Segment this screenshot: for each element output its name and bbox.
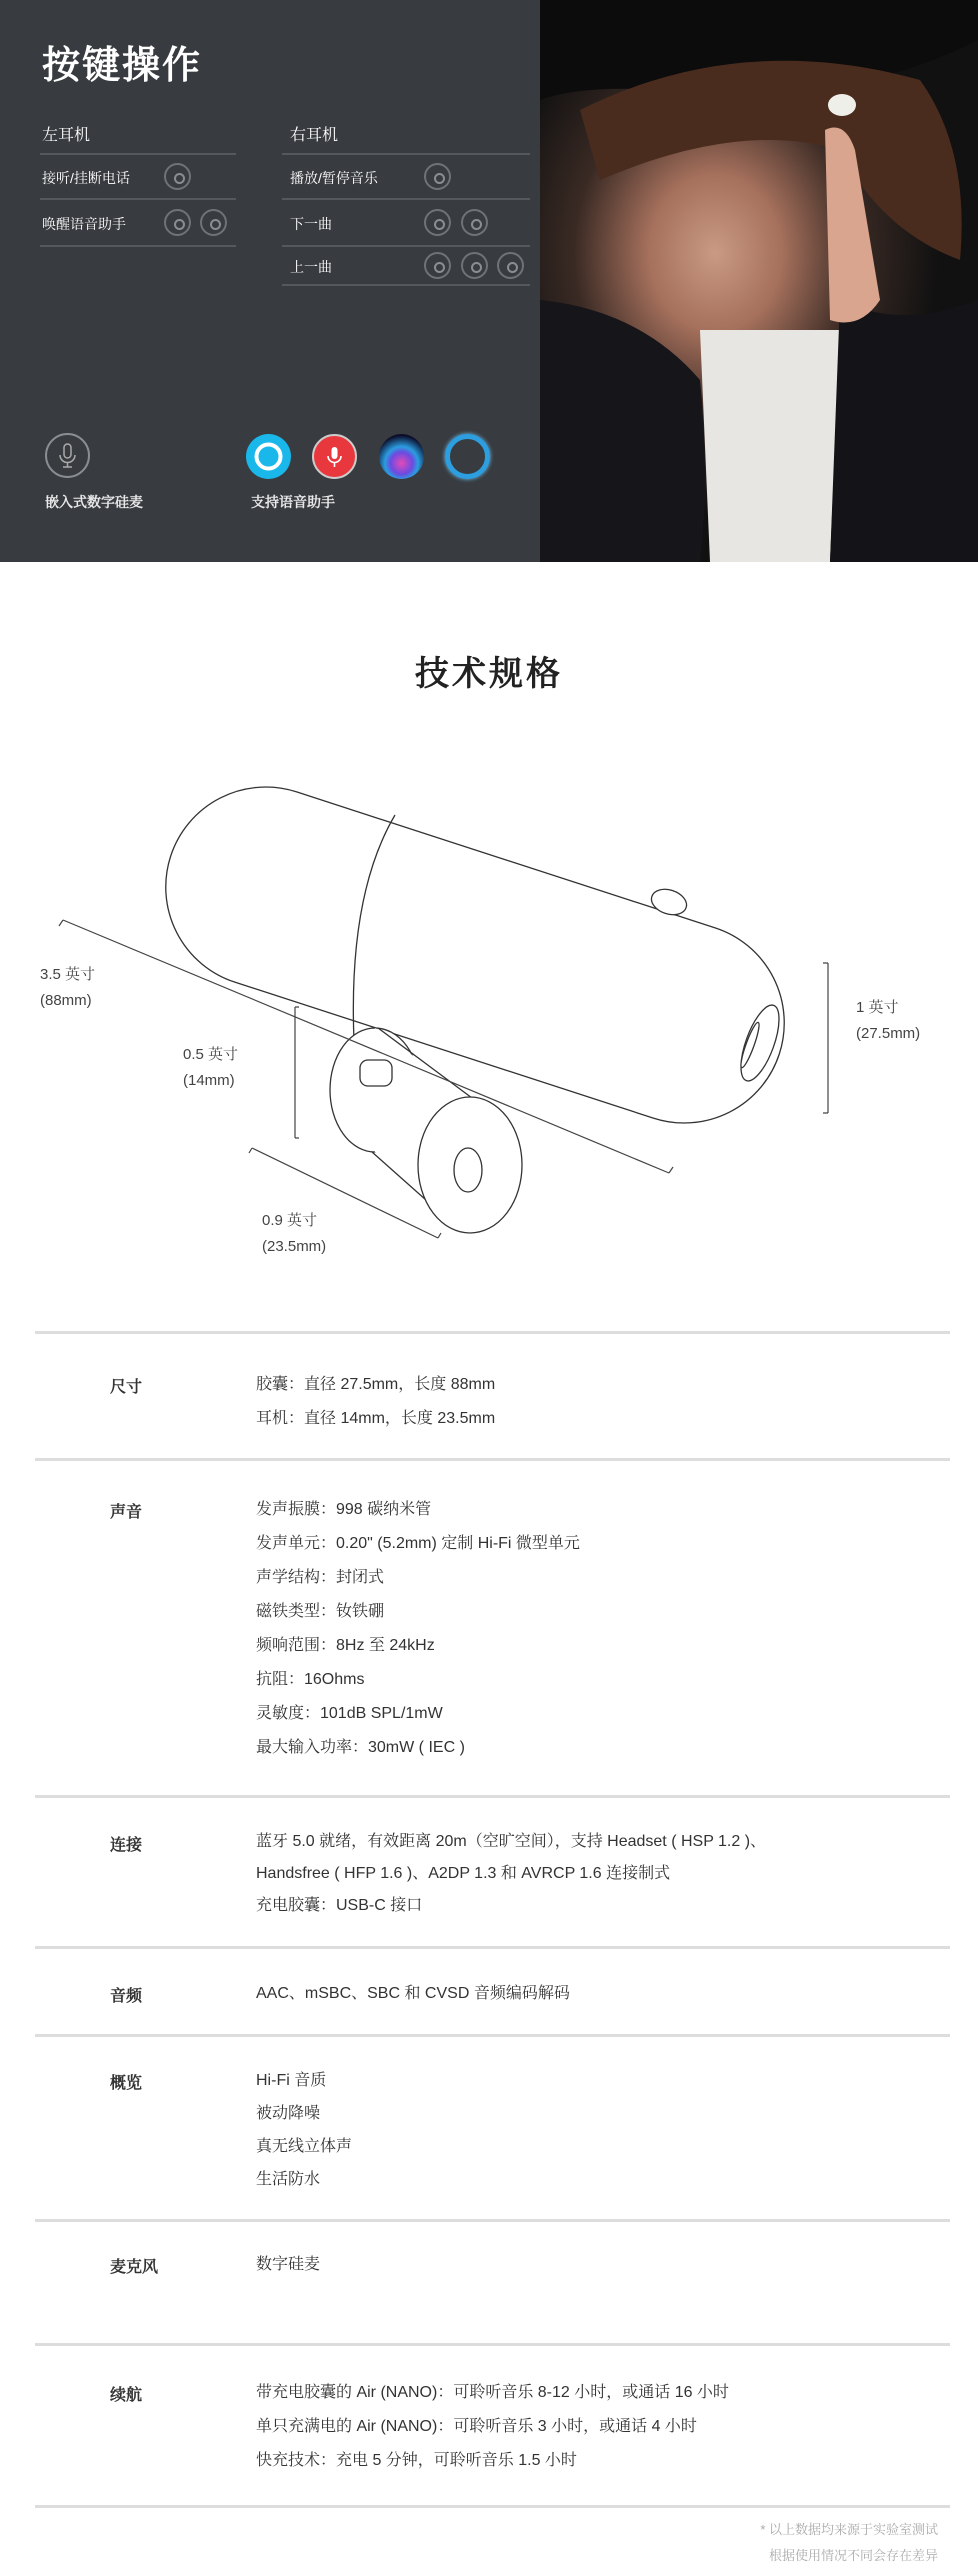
diameter-dimension-line (823, 963, 828, 1113)
spec-line: 蓝牙 5.0 就绪，有效距离 20m（空旷空间），支持 Headset ( HSP 1.2 )、 (256, 1833, 767, 1850)
tap-icon (497, 252, 524, 279)
divider (40, 245, 236, 247)
divider (282, 153, 530, 155)
left-earbud-heading: 左耳机 (42, 127, 91, 144)
tap-icon (461, 252, 488, 279)
footnote-line: 根据使用情况不同会存在差异 (768, 2548, 938, 2563)
spec-label: 尺寸 (110, 1379, 143, 1396)
controls-banner (0, 0, 978, 562)
left-row-label: 接听/挂断电话 (42, 170, 130, 186)
right-row-label: 下一曲 (290, 216, 332, 232)
divider (282, 198, 530, 200)
dim-mm: (27.5mm) (856, 1025, 921, 1042)
spec-title: 技术规格 (415, 655, 563, 693)
right-row-label: 上一曲 (290, 259, 332, 275)
spec-label: 声音 (110, 1504, 143, 1521)
charging-capsule (140, 761, 810, 1149)
spec-value (256, 1977, 570, 2011)
row-divider (35, 1458, 950, 1461)
alexa-icon (246, 434, 291, 479)
spec-line: 带充电胶囊的 Air (NANO)：可聆听音乐 8-12 小时，或通话 16 小时 (256, 2384, 729, 2401)
tap-icon (424, 209, 451, 236)
spec-line: 生活防水 (256, 2171, 321, 2188)
spec-line: 胶囊：直径 27.5mm，长度 88mm (256, 1376, 496, 1393)
dim-mm: (23.5mm) (262, 1238, 327, 1255)
spec-line: 灵敏度：101dB SPL/1mW (256, 1705, 443, 1722)
spec-line: 充电胶囊：USB-C 接口 (256, 1897, 423, 1914)
controls-panel (0, 0, 540, 562)
dim-inch: 0.5 英寸 (183, 1046, 239, 1063)
spec-line: AAC、mSBC、SBC 和 CVSD 音频编码解码 (256, 1985, 570, 2002)
spec-line: 最大输入功率：30mW ( IEC ) (256, 1739, 465, 1756)
spec-label: 音频 (110, 1988, 143, 2005)
footnote-line: * 以上数据均来源于实验室测试 (760, 2522, 938, 2537)
tap-icon (424, 252, 451, 279)
divider (282, 245, 530, 247)
controls-title: 按键操作 (42, 45, 203, 87)
spec-label: 续航 (110, 2387, 143, 2404)
model-photo (540, 0, 978, 562)
dim-inch: 3.5 英寸 (40, 966, 96, 983)
microphone-icon (45, 433, 90, 478)
tap-icon (164, 209, 191, 236)
spec-line: 抗阻：16Ohms (256, 1671, 365, 1688)
row-divider (35, 1946, 950, 1949)
bud-height-dimension-line (295, 1007, 299, 1138)
left-row-label: 唤醒语音助手 (42, 216, 126, 232)
google-assistant-icon (312, 434, 357, 479)
spec-line: 快充技术：充电 5 分钟，可聆听音乐 1.5 小时 (256, 2452, 577, 2469)
tap-icon (164, 163, 191, 190)
dim-mm: (14mm) (183, 1072, 235, 1089)
spec-line: Hi-Fi 音质 (256, 2072, 327, 2089)
row-divider (35, 1795, 950, 1798)
length-label (40, 962, 95, 1014)
footnote (760, 2517, 938, 2569)
bud-length-label (262, 1208, 326, 1260)
product-dimension-diagram (0, 740, 978, 1280)
divider (282, 284, 530, 286)
spec-line: 声学结构：封闭式 (256, 1569, 385, 1586)
spec-line: 发声振膜：998 碳纳米管 (256, 1501, 432, 1518)
cortana-icon (445, 434, 490, 479)
spec-value (256, 2248, 320, 2282)
bud-height-label (183, 1042, 238, 1094)
spec-value (256, 1493, 580, 1765)
tap-icon (424, 163, 451, 190)
tap-icon (200, 209, 227, 236)
spec-label: 连接 (110, 1837, 143, 1854)
assistant-label: 支持语音助手 (251, 494, 335, 510)
spec-label: 麦克风 (110, 2259, 159, 2276)
spec-value (256, 2376, 729, 2478)
spec-value (256, 2064, 352, 2196)
mic-label: 嵌入式数字硅麦 (45, 494, 143, 510)
row-divider (35, 1331, 950, 1334)
siri-icon (379, 434, 424, 479)
spec-line: 发声单元：0.20" (5.2mm) 定制 Hi-Fi 微型单元 (256, 1535, 580, 1552)
spec-value (256, 1368, 495, 1436)
dim-inch: 0.9 英寸 (262, 1212, 318, 1229)
row-divider (35, 2219, 950, 2222)
spec-label: 概览 (110, 2075, 143, 2092)
spec-line: 频响范围：8Hz 至 24kHz (256, 1637, 435, 1654)
spec-line: 耳机：直径 14mm，长度 23.5mm (256, 1410, 496, 1427)
spec-line: 磁铁类型：钕铁硼 (256, 1603, 385, 1620)
dim-inch: 1 英寸 (856, 999, 899, 1016)
spec-line: Handsfree ( HFP 1.6 )、A2DP 1.3 和 AVRCP 1.6 连接制式 (256, 1865, 671, 1882)
right-earbud-heading: 右耳机 (290, 127, 339, 144)
spec-value (256, 1826, 766, 1922)
spec-line: 真无线立体声 (256, 2138, 353, 2155)
spec-line: 数字硅麦 (256, 2256, 321, 2273)
row-divider (35, 2505, 950, 2508)
spec-line: 被动降噪 (256, 2105, 321, 2122)
row-divider (35, 2034, 950, 2037)
right-row-label: 播放/暂停音乐 (290, 170, 378, 186)
divider (40, 153, 236, 155)
divider (40, 198, 236, 200)
row-divider (35, 2343, 950, 2346)
spec-line: 单只充满电的 Air (NANO)：可聆听音乐 3 小时，或通话 4 小时 (256, 2418, 697, 2435)
diameter-label (856, 995, 920, 1047)
dim-mm: (88mm) (40, 992, 92, 1009)
tap-icon (461, 209, 488, 236)
